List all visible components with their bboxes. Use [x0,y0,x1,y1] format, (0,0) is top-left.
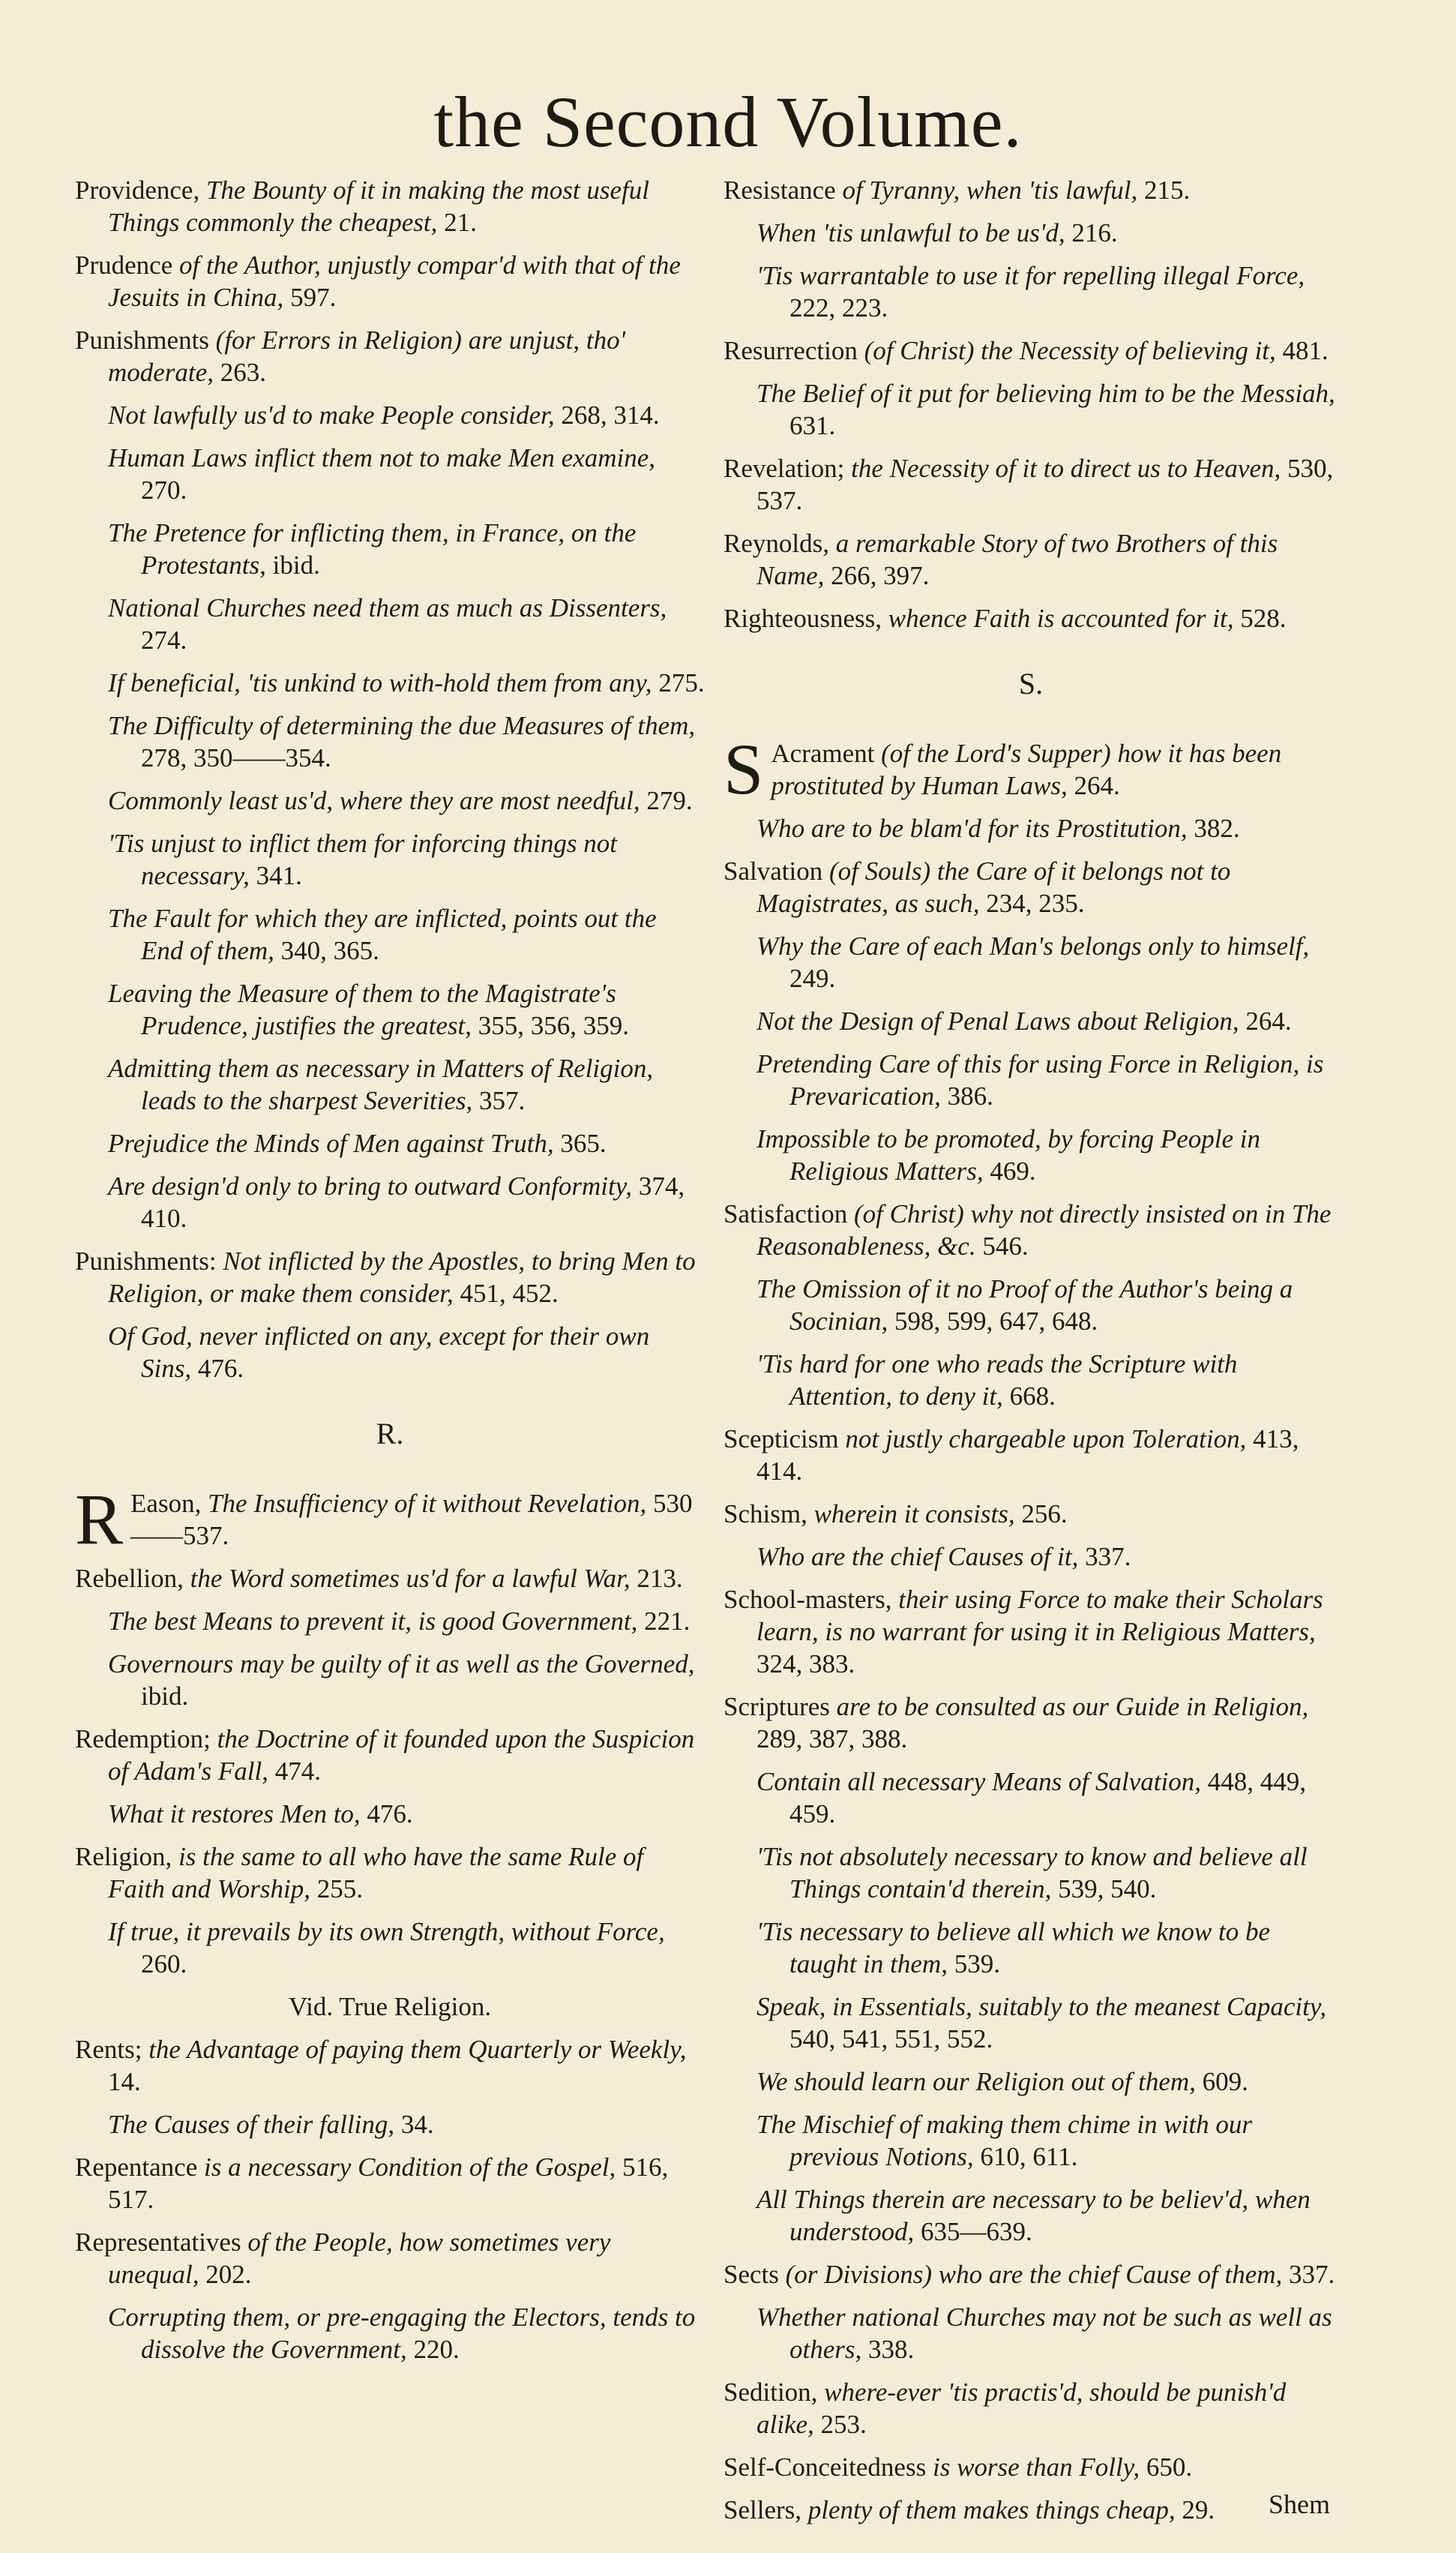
entry-text: If true, it prevails by its own Strength, without Force, [108,1917,665,1946]
index-subentry [724,2301,1338,2366]
entry-text: Are design'd only to bring to outward Conformity, [108,1172,633,1201]
entry-text: (or Divisions) who are the chief Cause of them, [785,2260,1283,2289]
entry-pages: 278, 350——354. [141,743,331,772]
entry-text: The Mischief of making them chime in with our previous Notions, [756,2110,1253,2171]
entry-text: The best Means to prevent it, is good Government, [108,1606,638,1636]
entry-pages: 260. [141,1949,187,1978]
index-entry [75,1723,705,1787]
index-subentry [724,377,1338,442]
entry-text: of Tyranny, when 'tis lawful, [842,176,1138,205]
entry-text: Corrupting them, or pre-engaging the Electors, tends to dissolve the Government, [108,2302,696,2364]
entry-pages: 530, 537. [756,454,1334,515]
entry-heading: Punishments: [75,1246,217,1276]
entry-pages: 268, 314. [561,400,660,430]
index-entry [75,2033,705,2098]
entry-text: (of Christ) the Necessity of believing it, [864,336,1276,365]
entry-pages: ibid. [272,550,320,580]
index-subentry [75,977,705,1042]
entry-pages: 357. [479,1086,526,1115]
index-subentry [724,1348,1338,1412]
entry-pages: 234, 235. [986,889,1085,918]
entry-pages: 216. [1071,218,1118,248]
entry-heading: Representatives [75,2228,241,2257]
entry-pages: 539, 540. [1058,1874,1157,1904]
entry-heading: Self-Conceitedness [724,2452,927,2482]
entry-pages: 530——537. [130,1489,693,1550]
entry-pages: 256. [1021,1499,1068,1528]
entry-text: of the Author, unjustly compar'd with that of the Jesuits in China, [108,250,681,312]
entry-text: 'Tis warrantable to use it for repelling illegal Force, [756,261,1305,290]
entry-text: Who are the chief Causes of it, [756,1542,1079,1571]
entry-pages: 213. [637,1564,683,1593]
entry-text: The Belief of it put for believing him to be the Messiah, [756,379,1335,408]
entry-text: What it restores Men to, [108,1799,361,1828]
index-subentry [75,784,705,817]
index-entry [724,1198,1338,1262]
index-subentry [724,930,1338,994]
entry-text: the Doctrine of it founded upon the Suspicion of Adam's Fall, [108,1724,695,1786]
entry-heading: Resurrection [724,336,858,365]
entry-pages: 279. [646,786,693,815]
entry-pages: 481. [1282,336,1329,365]
entry-pages: 668. [1009,1382,1056,1411]
index-entry [75,324,705,388]
index-entry [75,2151,705,2216]
index-entry [724,2258,1338,2290]
entry-heading: Punishments [75,326,209,355]
entry-heading: Prudence [75,250,173,280]
entry-text: whence Faith is accounted for it, [888,604,1234,633]
entry-pages: 597. [290,283,337,312]
entry-pages: 635—639. [921,2217,1032,2246]
entry-heading: Rebellion, [75,1564,184,1593]
index-subentry [724,1048,1338,1112]
index-subentry [75,1320,705,1384]
entry-pages: 516, 517. [108,2152,669,2214]
entry-pages: 34. [400,2110,434,2139]
index-entry [724,174,1338,206]
index-entry [75,1562,705,1594]
entry-pages: 355, 356, 359. [478,1011,629,1040]
index-column-left [75,174,705,2376]
entry-heading: Rents; [75,2035,142,2064]
entry-text: wherein it consists, [813,1499,1015,1528]
entry-text: 'Tis hard for one who reads the Scripture with Attention, to deny it, [756,1349,1238,1411]
entry-heading: Acrament [771,739,875,768]
entry-pages: 650. [1146,2452,1193,2482]
entry-text: The Pretence for inflicting them, in France, on the Protestants, [108,518,637,580]
index-subentry [724,1540,1338,1573]
index-subentry [75,902,705,967]
entry-pages: 253. [820,2410,867,2439]
entry-text: The Causes of their falling, [108,2110,395,2139]
index-subentry [724,1123,1338,1187]
index-entry [724,1423,1338,1487]
entry-pages: 341. [256,861,302,890]
entry-text: Governours may be guilty of it as well as the Governed, [108,1649,695,1678]
entry-pages: 264. [1074,771,1120,800]
entry-pages: 337. [1289,2260,1335,2289]
entry-pages: ibid. [141,1682,189,1711]
entry-text: National Churches need them as much as Dissenters, [108,593,667,622]
entry-text: Not inflicted by the Apostles, to bring Men to Religion, or make them consider, [108,1246,696,1308]
index-subentry [75,1916,705,1980]
entry-text: are to be consulted as our Guide in Religion, [836,1692,1309,1721]
entry-pages: 221. [644,1606,691,1636]
index-entry [724,334,1338,367]
index-subentry [75,399,705,431]
entry-text: their using Force to make their Scholars learn, is no warrant for using it in Religious Matters, [756,1585,1323,1646]
entry-text: The Bounty of it in making the most useful Things commonly the cheapest, [108,176,650,237]
entry-pages: 14. [108,2067,141,2096]
index-subentry [75,1648,705,1712]
entry-pages: 539. [954,1949,1000,1978]
entry-heading: Sellers, [724,2495,802,2524]
index-entry [724,1690,1338,1755]
index-subentry [724,1005,1338,1037]
entry-heading: Sedition, [724,2378,818,2407]
entry-heading: Scepticism [724,1424,839,1454]
entry-heading: Satisfaction [724,1199,848,1228]
entry-pages: 337. [1085,1542,1131,1571]
entry-pages: 413, 414. [756,1424,1299,1486]
entry-pages: 338. [868,2335,915,2364]
index-entry [724,729,1338,809]
index-entry [724,855,1338,920]
entry-heading: Salvation [724,856,823,886]
entry-pages: 540, 541, 551, 552. [789,2024,993,2054]
entry-text: 'Tis unjust to inflict them for inforcing things not necessary, [108,829,618,890]
entry-pages: 528. [1240,604,1287,633]
entry-pages: 274. [141,626,187,655]
entry-pages: 275. [658,668,705,698]
entry-text: the Necessity of it to direct us to Heaven, [851,454,1281,483]
entry-pages: 609. [1202,2067,1248,2096]
entry-text: Why the Care of each Man's belongs only to himself, [756,932,1310,961]
entry-text: We should learn our Religion out of them, [756,2067,1196,2096]
index-subentry [75,2108,705,2140]
entry-heading: Repentance [75,2152,198,2182]
drop-initial: R [75,1479,124,1559]
index-subentry [75,592,705,656]
entry-text: where-ever 'tis practis'd, should be punish'd alike, [756,2378,1287,2439]
index-subentry [75,1798,705,1830]
entry-pages: 610, 611. [980,2142,1078,2171]
entry-text: Contain all necessary Means of Salvation, [756,1767,1201,1796]
entry-heading: Schism, [724,1499,807,1528]
entry-text: of the People, how sometimes very unequal, [108,2228,611,2289]
entry-text: plenty of them makes things cheap, [807,2495,1176,2524]
entry-text: Commonly least us'd, where they are most needful, [108,786,640,815]
entry-text: Human Laws inflict them not to make Men examine, [108,443,656,472]
index-entry [724,1583,1338,1680]
index-subentry [75,442,705,506]
entry-heading: Redemption; [75,1724,211,1754]
entry-heading: Reynolds, [724,529,829,558]
entry-text: is the same to all who have the same Rule of Faith and Worship, [108,1842,644,1904]
entry-pages: 448, 449, 459. [789,1767,1306,1828]
entry-text: Impossible to be promoted, by forcing People in Religious Matters, [756,1124,1261,1186]
entry-pages: 263. [220,358,266,387]
index-subentry [724,2183,1338,2248]
index-entry [724,452,1338,517]
entry-heading: Sects [724,2260,779,2289]
entry-text: the Advantage of paying them Quarterly or Weekly, [148,2035,687,2064]
entry-text: not justly chargeable upon Toleration, [845,1424,1247,1454]
entry-heading: Revelation; [724,454,845,483]
index-subentry [75,517,705,581]
entry-pages: 469. [990,1156,1036,1186]
entry-pages: 255. [316,1874,363,1904]
catchword: Shem [1268,2489,1330,2519]
entry-text: Speak, in Essentials, suitably to the meanest Capacity, [756,1992,1327,2021]
entry-text: Pretending Care of this for using Force in Religion, is Prevarication, [756,1049,1324,1111]
entry-text: All Things therein are necessary to be believ'd, when understood, [756,2185,1311,2246]
entry-pages: 474. [274,1756,321,1786]
entry-pages: 382. [1194,814,1240,843]
entry-pages: 546. [982,1232,1029,1261]
index-entry [724,1498,1338,1530]
entry-text: the Word sometimes us'd for a lawful War, [190,1564,631,1593]
entry-text: The Omission of it no Proof of the Author's being a Socinian, [756,1274,1293,1336]
section-letter: S. [1018,667,1044,700]
entry-text: The Insufficiency of it without Revelation, [208,1489,647,1518]
entry-pages: 386. [947,1082,993,1111]
entry-pages: 476. [367,1799,413,1828]
index-subentry [75,2301,705,2366]
entry-pages: 598, 599, 647, 648. [894,1306,1098,1336]
entry-pages: 365. [560,1129,607,1158]
entry-heading: Eason, [130,1489,202,1518]
entry-text: Admitting them as necessary in Matters of Religion, leads to the sharpest Severities, [108,1054,654,1115]
entry-pages: 220. [413,2335,460,2364]
entry-text: a remarkable Story of two Brothers of this Name, [756,529,1278,590]
index-subentry [724,2108,1338,2173]
entry-text: Leaving the Measure of them to the Magistrate's Prudence, justifies the greatest, [108,979,616,1040]
index-entry [75,2226,705,2290]
entry-pages: 202. [205,2260,252,2289]
index-entry [75,1245,705,1310]
entry-heading: School-masters, [724,1585,892,1614]
index-entry [724,2376,1338,2440]
entry-pages: 324, 383. [756,1649,855,1678]
entry-pages: 249. [789,964,836,993]
entry-pages: 289, 387, 388. [756,1724,908,1754]
entry-pages: 374, 410. [141,1172,685,1233]
entry-text: If beneficial, 'tis unkind to with-hold them from any, [108,668,652,698]
entry-pages: 222, 223. [789,293,888,322]
entry-text: Of God, never inflicted on any, except for their own Sins, [108,1322,650,1383]
entry-text: (of the Lord's Supper) how it has been prostituted by Human Laws, [771,739,1282,800]
entry-text: is a necessary Condition of the Gospel, [204,2152,616,2182]
entry-pages: 451, 452. [460,1279,559,1308]
index-entry [724,527,1338,592]
index-subentry [724,217,1338,249]
index-subentry [75,710,705,774]
entry-text: (of Christ) why not directly insisted on in The Reasonableness, &c. [756,1199,1332,1261]
entry-text: 'Tis not absolutely necessary to know and believe all Things contain'd therein, [756,1842,1308,1904]
entry-text: (for Errors in Religion) are unjust, tho' moderate, [108,326,626,387]
index-entry [75,249,705,314]
entry-text: Not lawfully us'd to make People consider, [108,400,555,430]
index-subentry [724,1840,1338,1905]
index-subentry [75,1052,705,1117]
index-column-right [724,174,1338,2536]
index-subentry [724,1273,1338,1337]
index-subentry [75,667,705,699]
entry-text: Who are to be blam'd for its Prostitution, [756,814,1188,843]
index-entry [75,174,705,238]
index-subentry [75,1605,705,1637]
index-entry [75,1840,705,1905]
cross-reference: Vid. True Religion. [288,1992,492,2021]
entry-heading: Religion, [75,1842,172,1871]
entry-pages: 476. [197,1354,244,1383]
entry-text: The Difficulty of determining the due Measures of them, [108,711,696,740]
entry-text: Not the Design of Penal Laws about Religion, [756,1006,1239,1036]
page-title: the Second Volume. [433,82,1023,162]
index-subentry [724,260,1338,324]
entry-pages: 264. [1245,1006,1292,1036]
section-letter: R. [376,1417,404,1450]
drop-initial: S [724,729,764,809]
entry-pages: 266, 397. [831,561,930,590]
entry-pages: 29. [1182,2495,1215,2524]
entry-heading: Resistance [724,176,836,205]
index-entry [724,2494,1338,2526]
entry-heading: Righteousness, [724,604,882,633]
entry-text: The Fault for which they are inflicted, points out the End of them, [108,904,657,965]
entry-pages: 270. [141,476,187,505]
entry-text: is worse than Folly, [932,2452,1140,2482]
index-subentry [75,1170,705,1234]
index-entry [724,602,1338,634]
index-subentry [724,2066,1338,2098]
index-subentry [75,827,705,892]
index-entry [724,2451,1338,2483]
entry-pages: 21. [444,208,477,237]
entry-text: 'Tis necessary to believe all which we know to be taught in them, [756,1917,1270,1978]
index-subentry [724,1916,1338,1980]
entry-pages: 215. [1144,176,1191,205]
entry-heading: Scriptures [724,1692,830,1721]
index-subentry [724,812,1338,844]
entry-text: Whether national Churches may not be such as well as others, [756,2302,1332,2364]
entry-pages: 340, 365. [280,936,379,965]
entry-text: (of Souls) the Care of it belongs not to Magistrates, as such, [756,856,1231,918]
entry-pages: 631. [789,411,836,440]
index-entry [75,1479,705,1559]
entry-text: Prejudice the Minds of Men against Truth, [108,1129,554,1158]
index-subentry [724,1990,1338,2055]
index-subentry [75,1127,705,1160]
index-subentry [724,1766,1338,1830]
entry-heading: Providence, [75,176,200,205]
entry-text: When 'tis unlawful to be us'd, [756,218,1065,248]
